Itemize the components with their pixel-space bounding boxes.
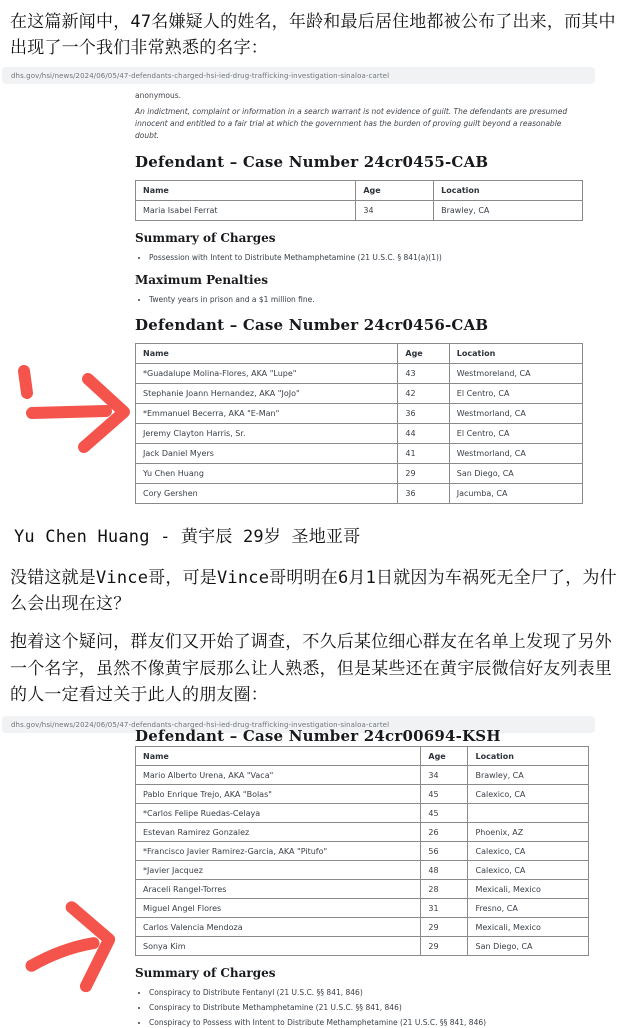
table-cell: El Centro, CA xyxy=(449,424,582,444)
summary-of-charges-heading-2: Summary of Charges xyxy=(135,966,276,981)
table-cell xyxy=(468,804,589,823)
table-row xyxy=(136,842,589,861)
table-cell: Jack Daniel Myers xyxy=(136,444,398,464)
table-cell: Araceli Rangel-Torres xyxy=(136,880,421,899)
table-row xyxy=(136,424,583,444)
table-row xyxy=(136,444,583,464)
case-heading-0455: Defendant – Case Number 24cr0455-CAB xyxy=(135,152,489,171)
investigation-paragraph: 抱着这个疑问，群友们又开始了调查，不久后某位细心群友在名单上发现了另外一个名字，虽然不像黄宇辰那么让人熟悉，但是某些还在黄宇辰微信好友列表里的人一定看过关于此人的朋友圈： xyxy=(10,632,612,705)
table-cell: *Guadalupe Molina-Flores, AKA "Lupe" xyxy=(136,364,398,384)
table-cell: 48 xyxy=(421,861,468,880)
red-arrow-sonya-kim xyxy=(20,895,132,1003)
table-header-row xyxy=(136,180,583,200)
dhs-screenshot-1 xyxy=(0,67,627,505)
column-header: Location xyxy=(434,180,583,200)
table-cell: 29 xyxy=(398,464,449,484)
table-row xyxy=(136,899,589,918)
table-cell: Westmoreland, CA xyxy=(449,364,582,384)
table-cell: Jeremy Clayton Harris, Sr. xyxy=(136,424,398,444)
table-cell: Calexico, CA xyxy=(468,861,589,880)
table-cell: 34 xyxy=(421,766,468,785)
table-cell: *Francisco Javier Ramirez-Garcia, AKA "Pitufo" xyxy=(136,842,421,861)
table-row xyxy=(136,766,589,785)
table-cell: Mexicali, Mexico xyxy=(468,918,589,937)
table-row xyxy=(136,804,589,823)
column-header: Name xyxy=(136,747,421,766)
table-cell: Brawley, CA xyxy=(434,200,583,220)
summary-of-charges-list xyxy=(149,252,583,263)
url-bar[interactable]: dhs.gov/hsi/news/2024/06/05/47-defendants-charged-hsi-ied-drug-trafficking-investigation-sinaloa-cartel xyxy=(2,67,595,84)
dhs-article-content xyxy=(135,91,583,505)
table-cell: 26 xyxy=(421,823,468,842)
anonymous-text: anonymous. xyxy=(135,90,182,100)
defendants-table-0456 xyxy=(135,343,583,504)
table-cell: 36 xyxy=(398,404,449,424)
table-row xyxy=(136,785,589,804)
table-row xyxy=(136,384,583,404)
red-arrow-yu-chen-huang xyxy=(16,367,138,457)
table-cell: Maria Isabel Ferrat xyxy=(136,200,356,220)
column-header: Location xyxy=(449,344,582,364)
table-row xyxy=(136,404,583,424)
table-cell: 36 xyxy=(398,484,449,504)
table-row xyxy=(136,200,583,220)
table-cell: Mexicali, Mexico xyxy=(468,880,589,899)
table-cell: Westmorland, CA xyxy=(449,404,582,424)
table-cell: Sonya Kim xyxy=(136,937,421,956)
table-cell: Carlos Valencia Mendoza xyxy=(136,918,421,937)
dhs-article-content-2 xyxy=(135,727,589,1028)
column-header: Location xyxy=(468,747,589,766)
table-row xyxy=(136,364,583,384)
table-cell: 29 xyxy=(421,918,468,937)
table-cell: Pablo Enrique Trejo, AKA "Bolas" xyxy=(136,785,421,804)
table-row xyxy=(136,918,589,937)
table-cell: 34 xyxy=(356,200,434,220)
table-cell: San Diego, CA xyxy=(449,464,582,484)
table-header-row xyxy=(136,344,583,364)
bullet-item: • Conspiracy to Distribute Methamphetamine (21 U.S.C. §§ 841, 846) xyxy=(149,1002,589,1013)
table-cell: Stephanie Joann Hernandez, AKA "JoJo" xyxy=(136,384,398,404)
bullet-item: • Conspiracy to Possess with Intent to Distribute Methamphetamine (21 U.S.C. §§ 841, 846) xyxy=(149,1017,589,1028)
table-row xyxy=(136,484,583,504)
column-header: Age xyxy=(398,344,449,364)
table-cell: 45 xyxy=(421,785,468,804)
table-cell: Miguel Angel Flores xyxy=(136,899,421,918)
table-row xyxy=(136,880,589,899)
table-cell: 56 xyxy=(421,842,468,861)
defendants-table-00694 xyxy=(135,746,589,956)
table-cell: Mario Alberto Urena, AKA "Vaca" xyxy=(136,766,421,785)
table-cell: San Diego, CA xyxy=(468,937,589,956)
name-identification-line: Yu Chen Huang - 黄宇辰 29岁 圣地亚哥 xyxy=(14,527,361,548)
table-cell: Westmorland, CA xyxy=(449,444,582,464)
table-cell: 29 xyxy=(421,937,468,956)
table-cell: *Carlos Felipe Ruedas-Celaya xyxy=(136,804,421,823)
column-header: Age xyxy=(421,747,468,766)
table-cell: El Centro, CA xyxy=(449,384,582,404)
table-cell: 44 xyxy=(398,424,449,444)
table-row xyxy=(136,937,589,956)
table-cell: Calexico, CA xyxy=(468,785,589,804)
table-cell: Fresno, CA xyxy=(468,899,589,918)
column-header: Age xyxy=(356,180,434,200)
summary-of-charges-heading: Summary of Charges xyxy=(135,230,276,245)
case-heading-0456: Defendant – Case Number 24cr0456-CAB xyxy=(135,316,489,335)
table-cell: 42 xyxy=(398,384,449,404)
table-cell: 43 xyxy=(398,364,449,384)
column-header: Name xyxy=(136,180,356,200)
bullet-item: • Possession with Intent to Distribute Methamphetamine (21 U.S.C. § 841(a)(1)) xyxy=(149,252,583,263)
table-row xyxy=(136,861,589,880)
bullet-item: • Twenty years in prison and a $1 million fine. xyxy=(149,294,583,305)
intro-paragraph: 在这篇新闻中，47名嫌疑人的姓名，年龄和最后居住地都被公布了出来，而其中出现了一个我们非常熟悉的名字： xyxy=(10,12,616,59)
dhs-screenshot-2 xyxy=(0,716,627,1028)
column-header: Name xyxy=(136,344,398,364)
table-cell: 31 xyxy=(421,899,468,918)
table-header-row xyxy=(136,747,589,766)
table-cell: 28 xyxy=(421,880,468,899)
table-cell: *Emmanuel Becerra, AKA "E-Man" xyxy=(136,404,398,424)
defendants-table-0455 xyxy=(135,180,583,221)
table-cell: Estevan Ramirez Gonzalez xyxy=(136,823,421,842)
table-cell: Cory Gershen xyxy=(136,484,398,504)
table-cell: *Javier Jacquez xyxy=(136,861,421,880)
table-row xyxy=(136,823,589,842)
table-cell: Jacumba, CA xyxy=(449,484,582,504)
table-cell: Brawley, CA xyxy=(468,766,589,785)
maximum-penalties-list xyxy=(149,294,583,305)
table-cell: Phoenix, AZ xyxy=(468,823,589,842)
url-bar-2[interactable]: dhs.gov/hsi/news/2024/06/05/47-defendants-charged-hsi-ied-drug-trafficking-investigation-sinaloa-cartel xyxy=(2,716,595,733)
table-cell: 41 xyxy=(398,444,449,464)
summary-of-charges-list-2 xyxy=(149,987,589,1028)
bullet-item: • Conspiracy to Distribute Fentanyl (21 U.S.C. §§ 841, 846) xyxy=(149,987,589,998)
maximum-penalties-heading: Maximum Penalties xyxy=(135,272,268,287)
table-row xyxy=(136,464,583,484)
table-cell: 45 xyxy=(421,804,468,823)
legal-disclaimer: An indictment, complaint or information in a search warrant is not evidence of guilt. The defendants are presumed innocent and entitled to a fair trial at which the government has the burden of proving guilt beyond a reasonable doubt. xyxy=(135,106,568,140)
table-cell: Yu Chen Huang xyxy=(136,464,398,484)
question-paragraph: 没错这就是Vince哥，可是Vince哥明明在6月1日就因为车祸死无全尸了，为什么会出现在这？ xyxy=(10,567,617,614)
table-cell: Calexico, CA xyxy=(468,842,589,861)
case-heading-clipped: Defendant – Case Number 24cr00694-KSH xyxy=(135,727,501,746)
